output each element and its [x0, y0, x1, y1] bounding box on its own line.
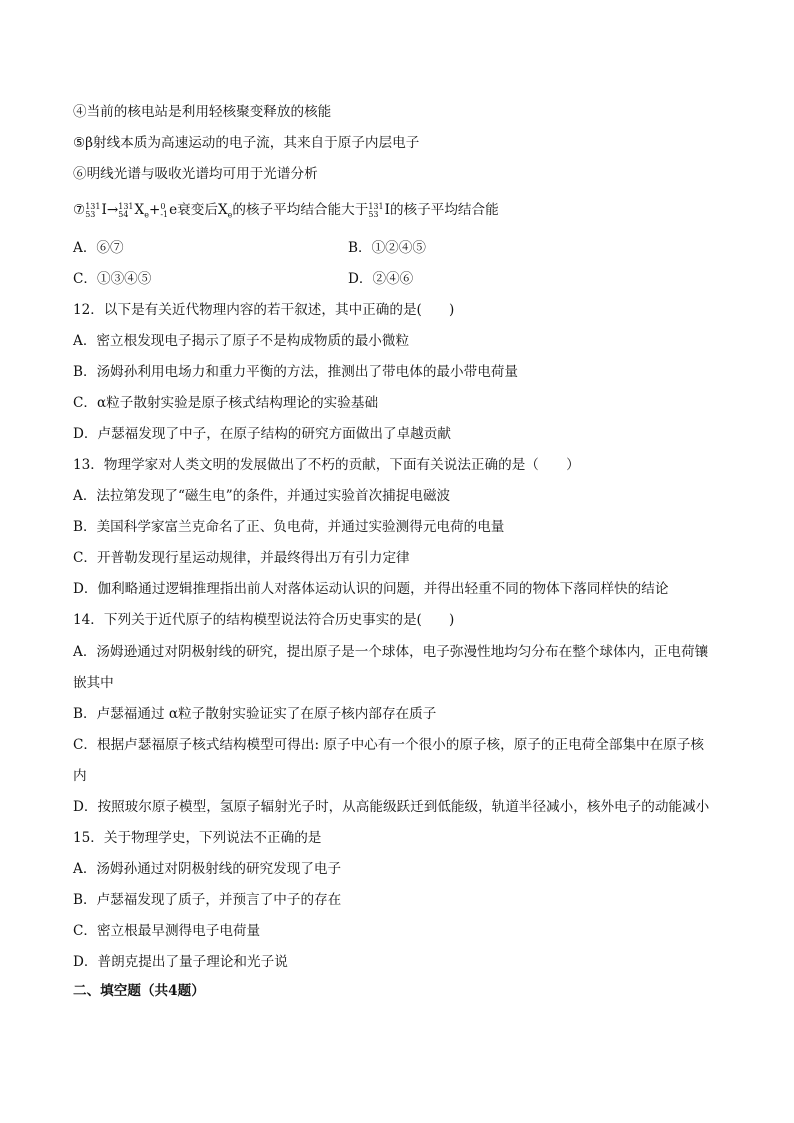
nuclide-charge: 53 — [368, 209, 379, 219]
statement-4: ④当前的核电站是利用轻核聚变释放的核能 — [73, 104, 332, 120]
nuclide-mass: 131 — [118, 201, 134, 211]
q13-option-a[interactable]: A．法拉第发现了“磁生电”的条件，并通过实验首次捕捉电磁波 — [73, 488, 451, 504]
nuclide-charge: 54 — [118, 209, 129, 219]
nuclide-mass: 131 — [85, 201, 101, 211]
nuclide-charge: -1 — [160, 209, 169, 219]
q13-option-d[interactable]: D．伽利略通过逻辑推理指出前人对落体运动认识的问题，并得出轻重不同的物体下落同样快的结论 — [73, 581, 669, 597]
nuclide-x — [118, 203, 133, 219]
reaction-arrow: → — [106, 202, 119, 218]
q14-option-c[interactable]: C．根据卢瑟福原子核式结构模型可得出: 原子中心有一个很小的原子核，原子的正电荷全部集中在原子核 — [73, 737, 705, 753]
q13-stem: 13．物理学家对人类文明的发展做出了不朽的贡献，下面有关说法正确的是（ ） — [73, 457, 580, 473]
nuclide-mass: 0 — [160, 201, 166, 211]
section-heading: 二、填空题（共4题） — [73, 983, 205, 999]
q14-stem: 14．下列关于近代原子的结构模型说法符合历史事实的是( ) — [73, 612, 455, 628]
statement-7-text: 的核子平均结合能 — [389, 202, 499, 218]
q12-stem: 12．以下是有关近代物理内容的若干叙述，其中正确的是( ) — [73, 302, 455, 318]
q11-option-b[interactable]: B．①②④⑤ — [348, 240, 426, 256]
q14-option-c-cont[interactable]: 内 — [73, 768, 87, 784]
statement-6: ⑥明线光谱与吸收光谱均可用于光谱分析 — [73, 166, 318, 182]
nuclide-symbol: I — [101, 202, 107, 218]
statement-7-prefix: ⑦ — [73, 202, 86, 218]
q11-option-a[interactable]: A．⑥⑦ — [73, 240, 124, 256]
q15-option-b[interactable]: B．卢瑟福发现了质子，并预言了中子的存在 — [73, 892, 342, 908]
q12-option-d[interactable]: D．卢瑟福发现了中子，在原子结构的研究方面做出了卓越贡献 — [73, 426, 451, 442]
nuclide-mass: 131 — [368, 201, 384, 211]
q11-option-d[interactable]: D．②④⑥ — [348, 271, 414, 287]
nuclide-symbol: I — [384, 202, 390, 218]
q12-option-b[interactable]: B．汤姆孙利用电场力和重力平衡的方法，推测出了带电体的最小带电荷量 — [73, 364, 518, 380]
q15-stem: 15．关于物理学史，下列说法不正确的是 — [73, 830, 322, 846]
q11-option-c[interactable]: C．①③④⑤ — [73, 271, 152, 287]
plus-sign: + — [148, 202, 161, 218]
q14-option-b[interactable]: B．卢瑟福通过 α粒子散射实验证实了在原子核内部存在质子 — [73, 706, 437, 722]
statement-7-text: 衰变后 — [177, 202, 218, 218]
nuclide-electron — [160, 203, 168, 219]
q15-option-d[interactable]: D．普朗克提出了量子理论和光子说 — [73, 954, 288, 970]
q12-option-c[interactable]: C．α粒子散射实验是原子核式结构理论的实验基础 — [73, 395, 379, 411]
q14-option-a[interactable]: A．汤姆逊通过对阴极射线的研究，提出原子是一个球体，电子弥漫性地均匀分布在整个球体内，正电荷镶 — [73, 644, 709, 660]
nuclide-symbol: e — [169, 202, 178, 218]
nuclide-iodine-1 — [85, 203, 100, 219]
q15-option-c[interactable]: C．密立根最早测得电子电荷量 — [73, 923, 261, 939]
q14-option-d[interactable]: D．按照玻尔原子模型，氢原子辐射光子时，从高能级跃迁到低能级，轨道半径减小，核外电子的动能减小 — [73, 799, 710, 815]
q12-option-a[interactable]: A．密立根发现电子揭示了原子不是构成物质的最小微粒 — [73, 333, 410, 349]
statement-7 — [73, 200, 733, 226]
statement-5: ⑤β射线本质为高速运动的电子流，其来自于原子内层电子 — [73, 135, 420, 151]
nuclide-symbol: X — [134, 202, 145, 218]
statement-7-text: 的核子平均结合能大于 — [232, 202, 369, 218]
q15-option-a[interactable]: A．汤姆孙通过对阴极射线的研究发现了电子 — [73, 861, 342, 877]
nuclide-iodine-2 — [368, 203, 383, 219]
nuclide-charge: 53 — [85, 209, 96, 219]
q14-option-a-cont[interactable]: 嵌其中 — [73, 675, 114, 691]
q13-option-c[interactable]: C．开普勒发现行星运动规律，并最终得出万有引力定律 — [73, 550, 410, 566]
nuclide-symbol: X — [217, 202, 228, 218]
nuclide-subscript: e — [227, 210, 233, 220]
q13-option-b[interactable]: B．美国科学家富兰克命名了正、负电荷，并通过实验测得元电荷的电量 — [73, 519, 505, 535]
nuclide-subscript: e — [144, 210, 149, 220]
